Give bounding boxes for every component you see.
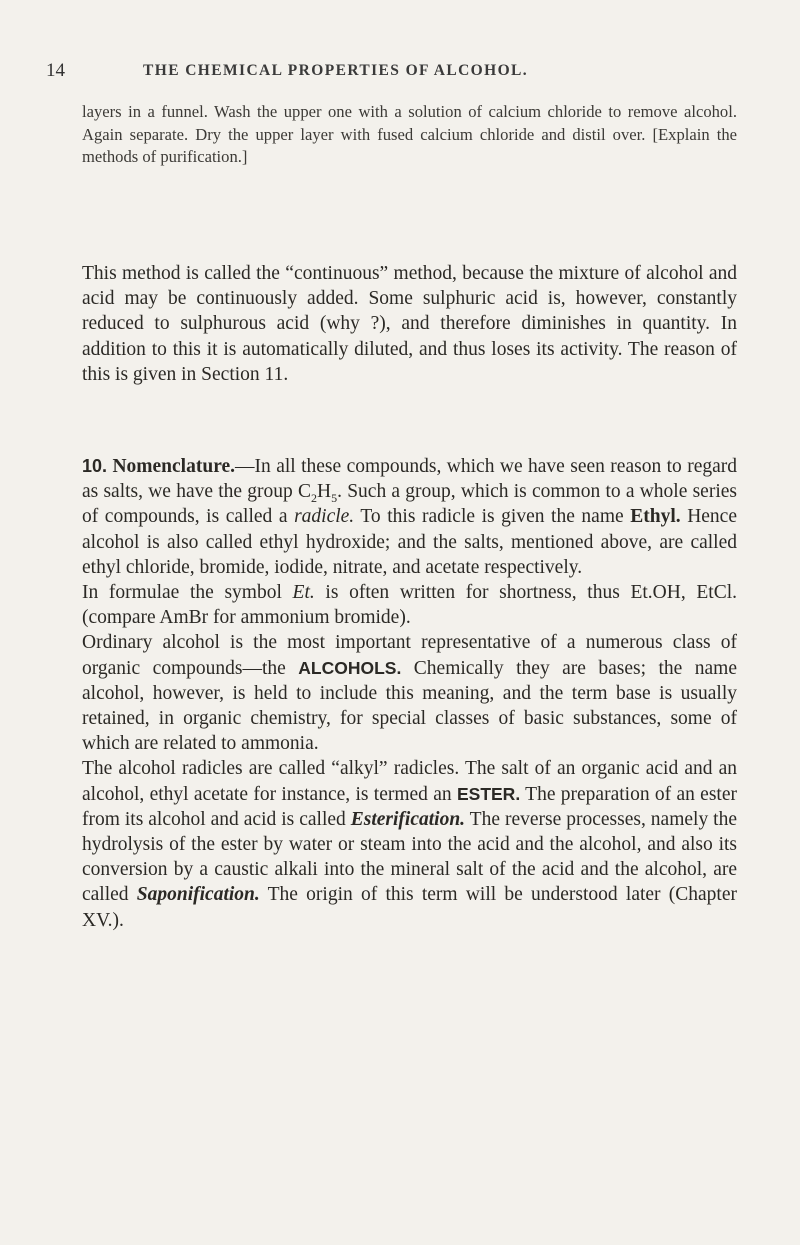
subscript-5: 5 (331, 491, 338, 506)
p3-text-a: Ordinary alcohol is the most important representative of a numerous class of organic compounds—the (82, 632, 737, 679)
section-10-paragraph-1 (82, 454, 737, 580)
continuous-method-paragraph (82, 261, 737, 387)
section-10-paragraph-4 (82, 756, 737, 932)
p1-text-e: Hence alcohol is also called ethyl hydroxide; and the salts, mentioned above, are called ethyl chloride, bromide, iodide, nitrate, and acetate respectively. (82, 506, 737, 578)
section-number: 10. (82, 456, 108, 476)
section-10-paragraph-2 (82, 580, 737, 630)
term-ethyl: Ethyl. (630, 506, 681, 528)
term-radicle: radicle. (294, 506, 355, 528)
running-title: THE CHEMICAL PROPERTIES OF ALCOHOL. (143, 62, 529, 79)
section-title: Nomenclature. (112, 456, 236, 477)
p1-text-d: To this radicle is given the name (354, 506, 631, 528)
term-alcohols: ALCOHOLS. (298, 657, 402, 678)
term-saponification: Saponification. (136, 884, 260, 906)
p4-text-a: The alcohol radicles are called “alkyl” radicles. The salt of an organic acid and an alcohol, ethyl acetate for instance, is termed an (82, 758, 737, 805)
p4-text-c: The reverse processes, namely the hydrolysis of the ester by water or steam into the acid and the alcohol, and also its conversion by a caustic alkali into the mineral salt of the acid and the alcohol, are called (82, 808, 737, 906)
running-head (46, 60, 746, 86)
p2-text-a: In formulae the symbol (82, 582, 293, 604)
p4-text-b: The preparation of an ester from its alcohol and acid is called (82, 783, 737, 830)
symbol-et: Et. (292, 582, 315, 604)
page-number: 14 (46, 60, 65, 81)
small-print-paragraph (82, 101, 737, 169)
p2-text-b: is often written for shortness, thus Et.OH, EtCl. (compare AmBr for ammonium bromide). (82, 582, 737, 629)
p1-text-c: . Such a group, which is common to a whole series of compounds, is called a (82, 481, 737, 528)
section-10-nomenclature (82, 454, 737, 933)
continuous-paragraph-text: This method is called the “continuous” method, because the mixture of alcohol and acid may be continuously added. Some sulphuric acid is, however, constantly reduced to sulphurous acid (why ?), and therefore diminishes in quantity. In addition to this it is automatically diluted, and thus loses its activity. The reason of this is given in Section 11. (82, 263, 737, 385)
subscript-2: 2 (311, 491, 317, 506)
p3-text-b: Chemically they are bases; the name alcohol, however, is held to include this meaning, and the term base is usually retained, in organic chemistry, for special classes of basic substances, some of which are related to ammonia. (82, 657, 737, 755)
p1-text-a: —In all these compounds, which we have seen reason to regard as salts, we have the group C (82, 456, 738, 503)
term-esterification: Esterification. (350, 808, 466, 830)
term-ester: ESTER. (456, 783, 521, 804)
p4-text-d: The origin of this term will be understood later (Chapter XV.). (82, 884, 737, 931)
p1-text-b: H (317, 481, 332, 503)
section-10-paragraph-3 (82, 630, 737, 756)
small-paragraph-text: layers in a funnel. Wash the upper one with a solution of calcium chloride to remove alcohol. Again separate. Dry the upper layer with fused calcium chloride and distil over. [Explain the methods of purification.] (82, 102, 737, 166)
